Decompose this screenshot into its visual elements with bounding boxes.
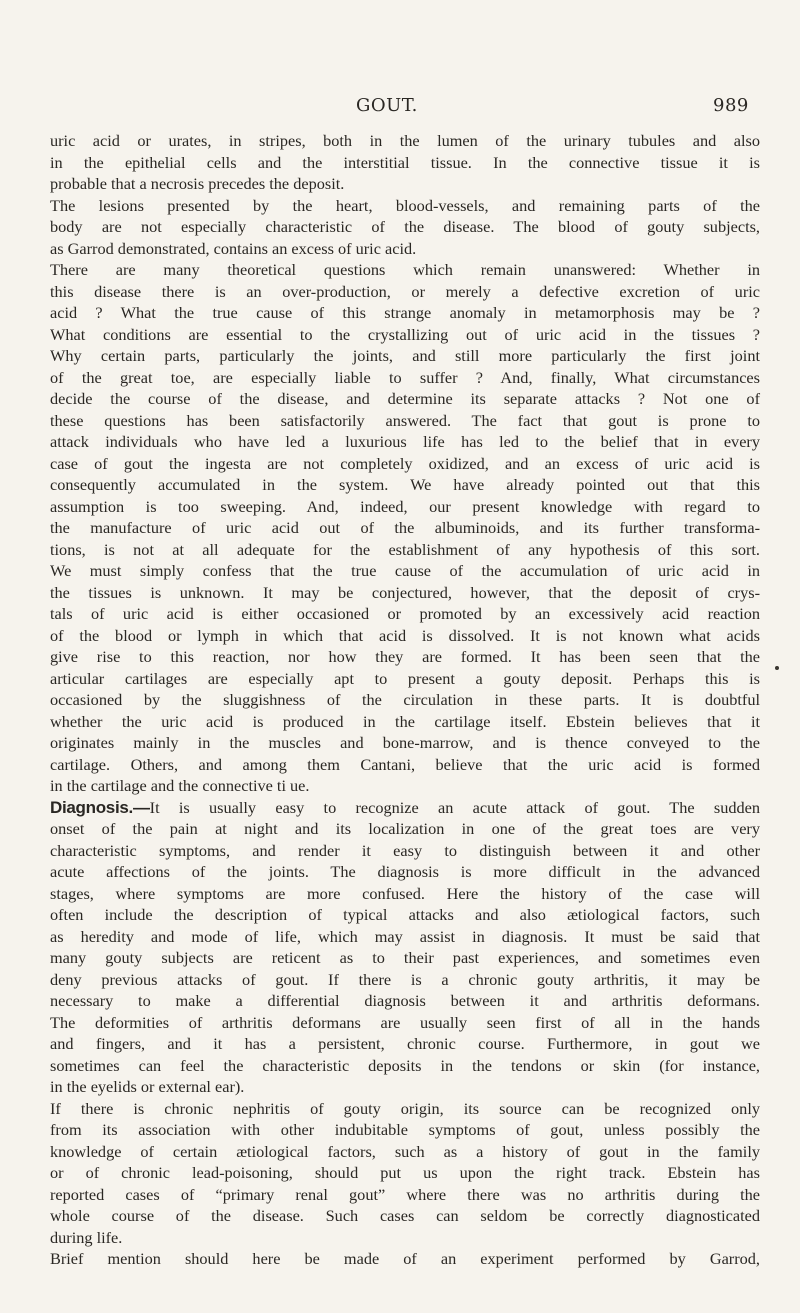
paragraph-lesions (50, 195, 760, 260)
body-text (50, 130, 760, 1270)
text-line: articular cartilages are especially apt to present a gouty deposit. Perhaps this is (50, 668, 760, 688)
text-line: The lesions presented by the heart, blood-vessels, and remaining parts of the (50, 195, 760, 215)
diagnosis-first-line (50, 797, 760, 819)
margin-speck (775, 666, 779, 670)
text-line: Why certain parts, particularly the joints, and still more particularly the first joint (50, 346, 760, 365)
paragraph-renal-deposits (50, 130, 760, 195)
text-line: onset of the pain at night and its localization in one of the great toes are very (50, 819, 760, 838)
text-line: What conditions are essential to the crystallizing out of uric acid in the tissues ? (50, 324, 760, 344)
text-line: in the cartilage and the connective ti ue. (50, 776, 310, 795)
text-line: often include the description of typical attacks and also ætiological factors, such (50, 905, 760, 924)
text-line: and fingers, and it has a persistent, chronic course. Furthermore, in gout we (50, 1034, 760, 1053)
text-line: or of chronic lead-poisoning, should put us upon the right track. Ebstein has (50, 1163, 760, 1182)
text-line: the tissues is unknown. It may be conjectured, however, that the deposit of crys- (50, 582, 760, 602)
text-line: uric acid or urates, in stripes, both in the lumen of the urinary tubules and also (50, 131, 760, 150)
text-line: occasioned by the sluggishness of the circulation in these parts. It is doubtful (50, 690, 760, 709)
paragraph-nephritis (50, 1098, 760, 1249)
text-line: necessary to make a differential diagnosis between it and arthritis deformans. (50, 991, 760, 1010)
text-line: knowledge of certain ætiological factors, such as a history of gout in the family (50, 1141, 760, 1161)
text-line: The deformities of arthritis deformans are usually seen first of all in the hands (50, 1012, 760, 1032)
running-head (0, 95, 800, 117)
text-line: We must simply confess that the true cause of the accumulation of uric acid in (50, 561, 760, 580)
paragraph-theoretical-questions (50, 259, 760, 797)
text-line: cartilage. Others, and among them Cantani, believe that the uric acid is formed (50, 754, 760, 774)
text-line: characteristic symptoms, and render it easy to distinguish between it and other (50, 840, 760, 860)
text-line: attack individuals who have led a luxurious life has led to the belief that in every (50, 432, 760, 451)
text-line: give rise to this reaction, nor how they are formed. It has been seen that the (50, 647, 760, 666)
text-line: There are many theoretical questions which remain unanswered: Whether in (50, 260, 760, 279)
text-line: probable that a necrosis precedes the deposit. (50, 174, 345, 193)
text-line: assumption is too sweeping. And, indeed, our present knowledge with regard to (50, 496, 760, 516)
text-line: deny previous attacks of gout. If there is a chronic gouty arthritis, it may be (50, 969, 760, 989)
text-line: body are not especially characteristic of the disease. The blood of gouty subjects, (50, 217, 760, 236)
text-line: whether the uric acid is produced in the cartilage itself. Ebstein believes that it (50, 711, 760, 731)
text-line: from its association with other indubitable symptoms of gout, unless possibly the (50, 1120, 760, 1139)
text-line: decide the course of the disease, and determine its separate attacks ? Not one of (50, 389, 760, 408)
text-line: many gouty subjects are reticent as to their past experiences, and sometimes even (50, 948, 760, 967)
paragraph-garrod-experiment (50, 1248, 760, 1270)
text-line: acid ? What the true cause of this strange anomaly in metamorphosis may be ? (50, 303, 760, 322)
section-heading-diagnosis: Diagnosis.— (50, 797, 150, 817)
text-line: as Garrod demonstrated, contains an excess of uric acid. (50, 238, 417, 258)
text-line: in the eyelids or external ear). (50, 1077, 245, 1096)
text-line: If there is chronic nephritis of gouty origin, its source can be recognized only (50, 1098, 760, 1118)
text-line: Brief mention should here be made of an experiment performed by Garrod, (50, 1249, 760, 1268)
text-line: as heredity and mode of life, which may assist in diagnosis. It must be said that (50, 926, 760, 946)
diagnosis-first-line-text: It is usually easy to recognize an acute attack of gout. The sudden (149, 797, 760, 817)
text-line: in the epithelial cells and the interstitial tissue. In the connective tissue it is (50, 152, 760, 172)
text-line: during life. (50, 1227, 123, 1247)
text-line: tions, is not at all adequate for the establishment of any hypothesis of this sort. (50, 539, 760, 559)
page-number: 989 (713, 95, 749, 116)
text-line: these questions has been satisfactorily answered. The fact that gout is prone to (50, 410, 760, 430)
text-line: originates mainly in the muscles and bone-marrow, and is thence conveyed to the (50, 733, 760, 752)
text-line: reported cases of “primary renal gout” where there was no arthritis during the (50, 1184, 760, 1204)
text-line: this disease there is an over-production, or merely a defective excretion of uric (50, 281, 760, 301)
text-line: of the great toe, are especially liable to suffer ? And, finally, What circumstances (50, 367, 760, 387)
running-title: GOUT. (356, 95, 418, 116)
text-line: the manufacture of uric acid out of the albuminoids, and its further transforma- (50, 518, 760, 537)
text-line: whole course of the disease. Such cases can seldom be correctly diagnosticated (50, 1206, 760, 1225)
text-line: tals of uric acid is either occasioned or promoted by an excessively acid reaction (50, 604, 760, 623)
text-line: stages, where symptoms are more confused. Here the history of the case will (50, 883, 760, 903)
text-line: of the blood or lymph in which that acid is dissolved. It is not known what acids (50, 625, 760, 645)
text-line: sometimes can feel the characteristic deposits in the tendons or skin (for instance, (50, 1055, 760, 1075)
text-line: case of gout the ingesta are not completely oxidized, and an excess of uric acid is (50, 453, 760, 473)
text-line: acute affections of the joints. The diagnosis is more difficult in the advanced (50, 862, 760, 881)
text-line: consequently accumulated in the system. We have already pointed out that this (50, 475, 760, 494)
paragraph-diagnosis (50, 797, 760, 1098)
